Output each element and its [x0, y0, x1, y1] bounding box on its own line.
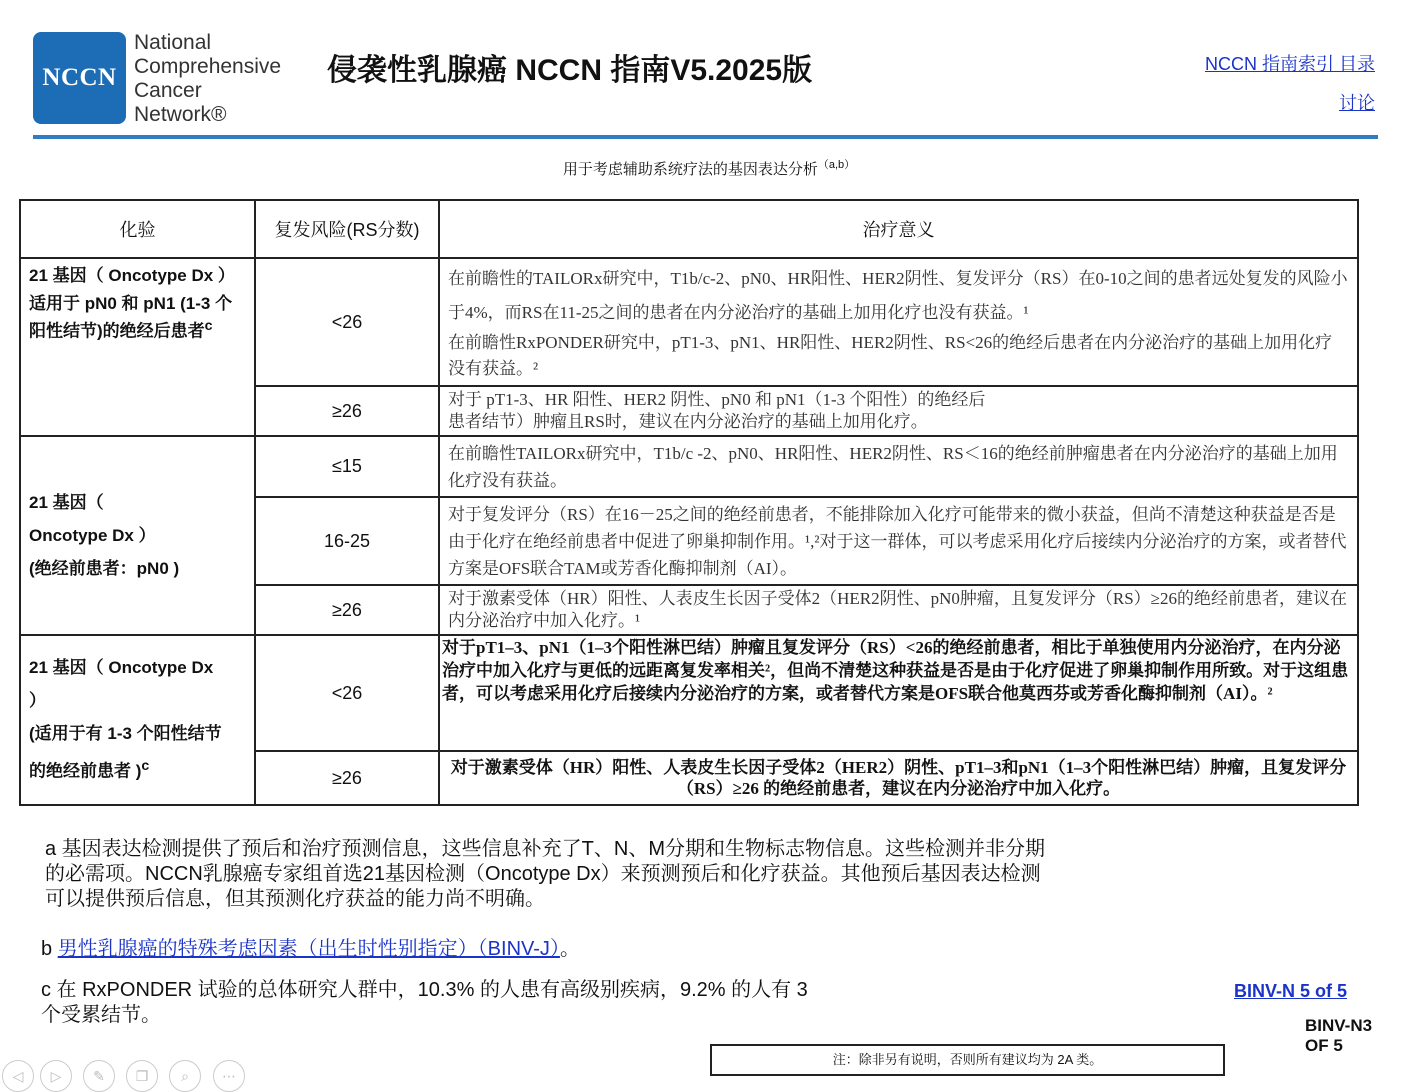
logo-line: Comprehensive	[134, 55, 282, 78]
page-link[interactable]: BINV-N 5 of 5	[1234, 981, 1348, 1001]
table-row	[20, 258, 1358, 386]
category-note: 注：除非另有说明，否则所有建议均为 2A 类。	[710, 1044, 1225, 1076]
discussion-link[interactable]: 讨论	[1339, 93, 1375, 113]
rs-cell: ≥26	[255, 585, 439, 635]
footnote-ref: c	[204, 318, 213, 334]
footnote-b	[41, 932, 580, 961]
test-population: (绝经前患者：pN0 )	[29, 559, 180, 578]
test-population-text: 适用于 pN0 和 pN1 (1-3 个阳性结节)的绝经后患者	[29, 294, 233, 341]
footnote-ref: c	[141, 758, 150, 775]
footnote-b-marker: b	[41, 938, 53, 960]
test-cell	[20, 635, 255, 805]
implication-cell	[439, 497, 1358, 585]
logo-line: Network®	[134, 103, 227, 126]
test-population	[29, 750, 246, 788]
implication-cell	[439, 436, 1358, 497]
implication-text: 对于pT1–3、pN1（1–3个阳性淋巴结）肿瘤且复发评分（RS）<26的绝经前患者，相比于单独使用内分泌治疗，在内分泌治疗中加入化疗与更低的远距离复发率相关²，但尚不清楚这种获益是否是由于化疗促进了卵巢抑制作用所致。对于这组患者，可以考虑采用化疗后接续内分泌治疗的方案，或者替代方案是OFS联合他莫西芬或芳香化酶抑制剂（AI）。²	[442, 638, 1349, 703]
test-name: 21 基因（	[29, 493, 104, 512]
implication-text: 在前瞻性TAILORx研究中，T1b/c -2、pN0、HR阳性、HER2阴性、RS＜16的绝经前肿瘤患者在内分泌治疗的基础上加用化疗没有获益。	[448, 443, 1338, 490]
caption-sup: （a,b）	[817, 159, 856, 171]
test-name: Oncotype Dx ）	[29, 526, 156, 545]
test-cell	[20, 436, 255, 635]
implication-text: 在前瞻性RxPONDER研究中，pT1-3、pN1、HR阳性、HER2阴性、RS<26的绝经后患者在内分泌治疗的基础上加用化疗没有获益。²	[448, 333, 1333, 378]
nccn-logo	[33, 32, 126, 124]
rs-cell: <26	[255, 635, 439, 751]
table-header-row	[20, 200, 1358, 258]
table-caption	[0, 156, 1418, 179]
implication-cell	[439, 635, 1358, 751]
logo-text	[134, 31, 281, 127]
implication-text: 对于激素受体（HR）阳性、人表皮生长因子受体2（HER2阴性、pN0肿瘤，且复发评分（RS）≥26的绝经前患者，建议在内分泌治疗中加入化疗。¹	[448, 589, 1348, 630]
implication-text: 在前瞻性的TAILORx研究中，T1b/c-2、pN0、HR阳性、HER2阴性、复发评分（RS）在0-10之间的患者远处复发的风险小于4%，而RS在11-25之间的患者在内分泌治疗的基础上加用化疗也没有获益。¹	[448, 269, 1348, 322]
header-rs: 复发风险(RS分数)	[255, 200, 439, 258]
implication-text: 对于 pT1-3、HR 阳性、HER2 阴性、pN0 和 pN1（1-3 个阳性）的绝经后	[448, 390, 986, 409]
test-population-text: 的绝经前患者 )	[29, 762, 142, 781]
test-name: 21 基因（ Oncotype Dx	[29, 658, 214, 678]
test-cell	[20, 258, 255, 436]
header-test: 化验	[20, 200, 255, 258]
implication-text: 对于激素受体（HR）阳性、人表皮生长因子受体2（HER2）阴性、pT1–3和pN1（1–3个阳性淋巴结）肿瘤，且复发评分（RS）≥26 的绝经前患者，建议在内分泌治疗中加入化疗。	[450, 758, 1347, 798]
test-population	[29, 293, 246, 343]
more-icon[interactable]: ⋯	[213, 1060, 245, 1092]
next-icon[interactable]: ▷	[40, 1060, 72, 1092]
edit-icon[interactable]: ✎	[83, 1060, 115, 1092]
zoom-icon[interactable]: ⌕	[169, 1060, 201, 1092]
footnote-a: a 基因表达检测提供了预后和治疗预测信息，这些信息补充了T、N、M分期和生物标志物信息。这些检测并非分期的必需项。NCCN乳腺癌专家组首选21基因检测（Oncotype Dx）来预测预后和化疗获益。其他预后基因表达检测可以提供预后信息，但其预测化疗获益的能力尚不明确。	[45, 838, 1045, 910]
rs-cell: <26	[255, 258, 439, 386]
test-population: (适用于有 1-3 个阳性结节	[29, 724, 222, 744]
implication-cell	[439, 258, 1358, 386]
implication-text: 对于复发评分（RS）在16－25之间的绝经前患者，不能排除加入化疗可能带来的微小获益，但尚不清楚这种获益是否是由于化疗在绝经前患者中促进了卵巢抑制作用。¹,²对于这一群体，可以考虑采用化疗后接续内分泌治疗的方案，或者替代方案是OFS联合TAM或芳香化酶抑制剂（AI）。	[448, 504, 1347, 578]
table-row	[20, 635, 1358, 751]
header-implication: 治疗意义	[439, 200, 1358, 258]
rs-cell: ≥26	[255, 386, 439, 436]
logo-line: Cancer	[134, 79, 202, 102]
guideline-index-link[interactable]: NCCN 指南索引 目录	[1205, 54, 1375, 74]
implication-cell	[439, 386, 1358, 436]
rs-cell: ≤15	[255, 436, 439, 497]
footnote-c: c 在 RxPONDER 试验的总体研究人群中，10.3% 的人患有高级别疾病，9.2% 的人有 3 个受累结节。	[41, 979, 808, 1026]
logo-abbr: NCCN	[42, 64, 117, 91]
rs-cell: ≥26	[255, 751, 439, 805]
logo-line: National	[134, 31, 212, 54]
document-title: 侵袭性乳腺癌 NCCN 指南V5.2025版	[327, 54, 813, 87]
implication-text: 患者结节）肿瘤且RS时，建议在内分泌治疗的基础上加用化疗。	[448, 412, 928, 431]
implication-cell	[439, 751, 1358, 805]
page-number: BINV-N3 OF 5	[1305, 1016, 1373, 1055]
implication-cell	[439, 585, 1358, 635]
copy-icon[interactable]: ❐	[126, 1060, 158, 1092]
caption-text: 用于考虑辅助系统疗法的基因表达分析	[562, 161, 818, 178]
footnote-b-suffix: 。	[559, 938, 580, 960]
header-divider	[33, 135, 1378, 139]
male-breast-cancer-link[interactable]: 男性乳腺癌的特殊考虑因素（出生时性别指定）（BINV-J）	[57, 938, 560, 960]
prev-icon[interactable]: ◁	[2, 1060, 34, 1092]
test-name: 21 基因（ Oncotype Dx ）	[29, 266, 235, 285]
rs-cell: 16-25	[255, 497, 439, 585]
gene-expression-table	[19, 199, 1359, 806]
test-name: ）	[29, 691, 46, 711]
table-row	[20, 436, 1358, 497]
